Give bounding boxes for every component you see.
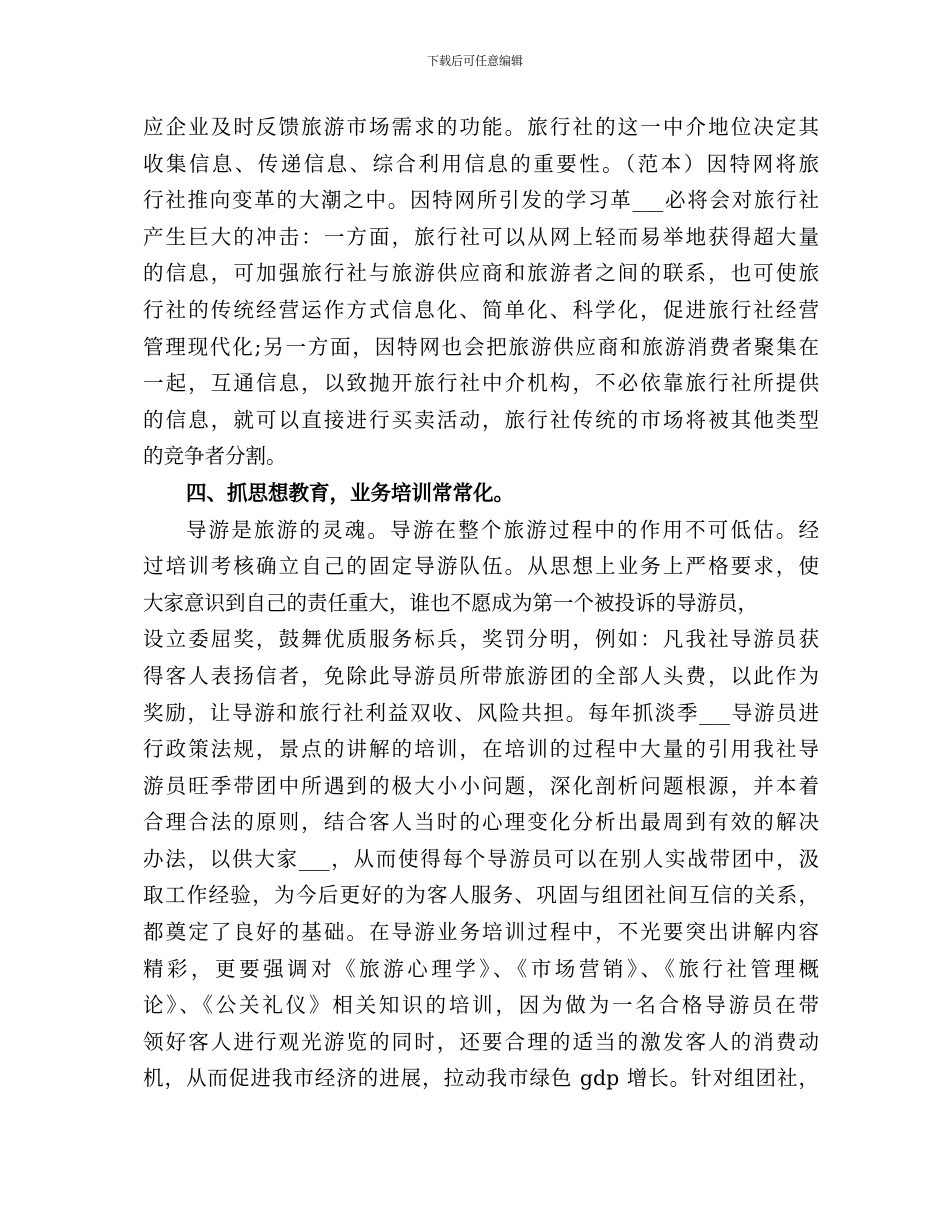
paragraph-line: 办法，以供大家___，从而使得每个导游员可以在别人实战带团中，汲: [143, 846, 819, 871]
paragraph-line: 的信息，可加强旅行社与旅游供应商和旅游者之间的联系，也可使旅: [143, 261, 819, 286]
paragraph-line: 机，从而促进我市经济的进展，拉动我市绿色 gdp 增长。针对组团社，: [143, 1066, 819, 1091]
paragraph-line: 一起，互通信息，以致抛开旅行社中介机构，不必依靠旅行社所提供: [143, 371, 819, 396]
paragraph-line: 收集信息、传递信息、综合利用信息的重要性。（范本）因特网将旅: [143, 151, 819, 176]
paragraph-line: 应企业及时反馈旅游市场需求的功能。旅行社的这一中介地位决定其: [143, 115, 819, 139]
paragraph-line: 领好客人进行观光游览的同时，还要合理的适当的激发客人的消费动: [143, 1029, 819, 1054]
paragraph-line: 合理合法的原则，结合客人当时的心理变化分析出最周到有效的解决: [143, 810, 819, 835]
paragraph-line: 过培训考核确立自己的固定导游队伍。从思想上业务上严格要求，使: [143, 554, 819, 579]
paragraph-line: 论》、《公关礼仪》相关知识的培训，因为做为一名合格导游员在带: [143, 993, 819, 1018]
paragraph-line: 都奠定了良好的基础。在导游业务培训过程中，不光要突出讲解内容: [143, 920, 819, 945]
paragraph-line: 导游是旅游的灵魂。导游在整个旅游过程中的作用不可低估。经: [186, 517, 819, 542]
paragraph-line: 设立委屈奖，鼓舞优质服务标兵，奖罚分明，例如：凡我社导游员获: [143, 627, 819, 652]
document-body: [143, 109, 819, 1097]
section-heading: 四、抓思想教育，业务培训常常化。: [186, 480, 514, 505]
paragraph-line: 行政策法规，景点的讲解的培训，在培训的过程中大量的引用我社导: [143, 737, 819, 762]
paragraph-line: 行社的传统经营运作方式信息化、简单化、科学化，促进旅行社经营: [143, 297, 819, 322]
paragraph-line: 的信息，就可以直接进行买卖活动，旅行社传统的市场将被其他类型: [143, 407, 819, 432]
paragraph-line: 管理现代化;另一方面，因特网也会把旅游供应商和旅游消费者聚集在: [143, 334, 819, 359]
paragraph-line: 得客人表扬信者，免除此导游员所带旅游团的全部人头费，以此作为: [143, 663, 819, 688]
paragraph-line: 行社推向变革的大潮之中。因特网所引发的学习革___必将会对旅行社: [143, 188, 819, 213]
paragraph-line: 精彩，更要强调对《旅游心理学》、《市场营销》、《旅行社管理概: [143, 956, 819, 981]
paragraph-line: 的竞争者分割。: [143, 444, 287, 469]
paragraph-line: 大家意识到自己的责任重大，谁也不愿成为第一个被投诉的导游员，: [143, 590, 758, 615]
paragraph-line: 取工作经验，为今后更好的为客人服务、巩固与组团社间互信的关系，: [143, 883, 819, 908]
paragraph-line: 产生巨大的冲击：一方面，旅行社可以从网上轻而易举地获得超大量: [143, 224, 819, 249]
paragraph-line: 游员旺季带团中所遇到的极大小小问题，深化剖析问题根源，并本着: [143, 773, 819, 798]
page-header: 下载后可任意编辑: [426, 54, 523, 68]
paragraph-line: 奖励，让导游和旅行社利益双收、风险共担。每年抓淡季___导游员进: [143, 700, 819, 725]
